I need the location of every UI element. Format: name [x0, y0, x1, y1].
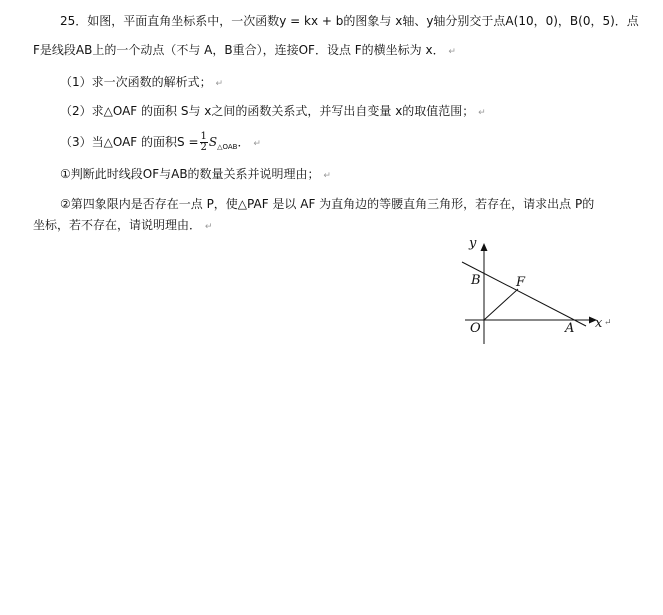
area-symbol: S [208, 135, 218, 149]
question-3-part-2-text-2: 坐标，若不存在，请说明理由． [33, 218, 202, 232]
question-1-text: （1）求一次函数的解析式； [60, 75, 212, 89]
fraction-numerator: 1 [200, 131, 207, 142]
problem-stem-text-1: 25．如图，平面直角坐标系中，一次函数y = kx + b的图象与 x轴、y轴分别交于点A(10，0)，B(0，5)．点 [60, 14, 639, 28]
label-x: x [595, 316, 603, 331]
paragraph-mark: ↵ [448, 47, 456, 57]
question-3-part-2-text-1: ②第四象限内是否存在一点 P，使△PAF 是以 AF 为直角边的等腰直角三角形，若存在，请求出点 P的 [60, 197, 595, 211]
label-y: y [469, 236, 477, 251]
question-3-part-1-text: ①判断此时线段OF与AB的数量关系并说明理由； [60, 167, 320, 181]
segment-of [484, 289, 518, 320]
y-axis-arrow [481, 243, 488, 251]
question-3-prefix: （3）当△OAF 的面积S = [60, 135, 199, 149]
area-subscript: △OAB [217, 143, 238, 151]
question-3-end: ． [237, 135, 250, 149]
label-b: B [471, 273, 481, 288]
paragraph-mark: ↵ [253, 139, 261, 149]
fraction-denominator: 2 [200, 142, 207, 153]
figure-paragraph-mark: ↵ [604, 318, 612, 328]
paragraph-mark: ↵ [215, 79, 224, 89]
question-2-text: （2）求△OAF 的面积 S与 x之间的函数关系式，并写出自变量 x的取值范围； [60, 104, 475, 118]
label-f: F [516, 275, 526, 290]
problem-stem-text-2: F是线段AB上的一个动点（不与 A，B重合），连接OF．设点 F的横坐标为 x． [33, 43, 445, 57]
paragraph-mark: ↵ [478, 108, 486, 118]
line-ab [462, 262, 586, 326]
label-a: A [565, 321, 575, 336]
paragraph-mark: ↵ [323, 171, 331, 181]
label-o: O [470, 321, 481, 336]
paragraph-mark: ↵ [204, 222, 213, 232]
